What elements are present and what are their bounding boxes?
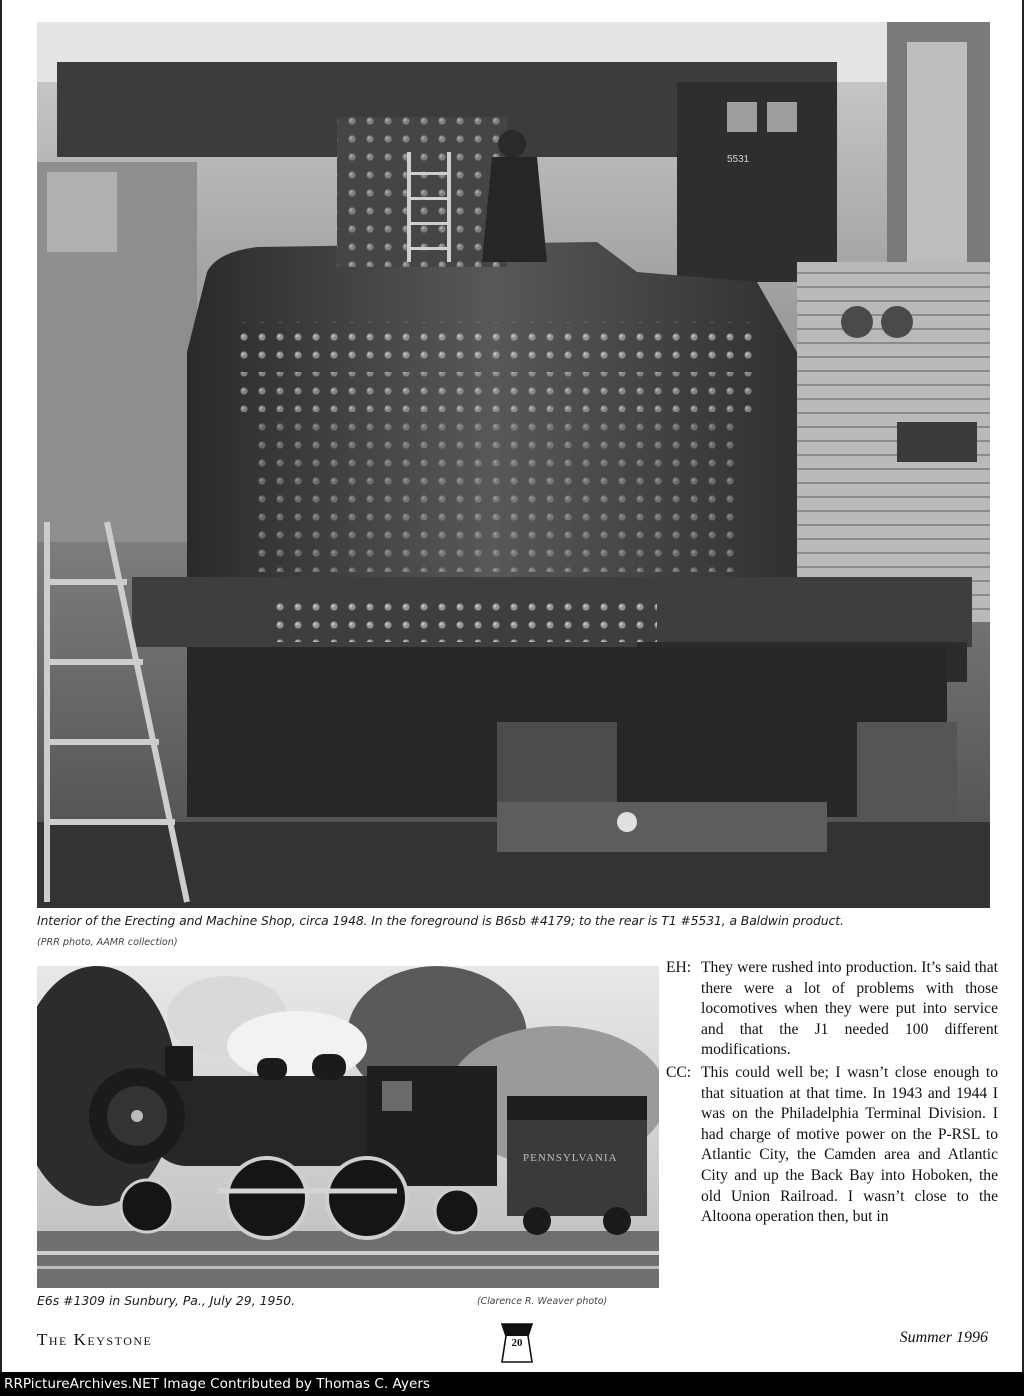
interview-paragraph [666,1063,998,1228]
interview-paragraph [666,958,998,1061]
speaker-label: EH: [666,959,692,976]
erecting-shop-photo [37,22,990,908]
publication-name: The Keystone [37,1330,153,1349]
train-photo-caption: E6s #1309 in Sunbury, Pa., July 29, 1950. [37,1293,296,1308]
issue-date: Summer 1996 [899,1329,988,1346]
main-photo-caption: Interior of the Erecting and Machine Shop, circa 1948. In the foreground is B6sb #4179; to the rear is T1 #5531, a Baldwin product. [37,913,844,928]
speaker-label: CC: [666,1063,692,1081]
image-credit-bar: RRPictureArchives.NET Image Contributed by Thomas C. Ayers [0,1372,1024,1396]
interview-text-column [666,958,998,1230]
main-photo-credit: (PRR photo, AAMR collection) [37,937,178,948]
rear-cab-number: 5531 [727,154,750,165]
erecting-shop-illustration [37,22,990,908]
e6s-locomotive-photo [37,966,659,1288]
tender-lettering: PENNSYLVANIA [523,1152,618,1164]
page-number: 20 [511,1337,523,1349]
train-photo-credit: (Clarence R. Weaver photo) [477,1296,608,1307]
locomotive-illustration [37,966,659,1288]
paragraph-text: They were rushed into production. It’s said that there were a lot of problems with those locomotives when they were put into service and that the J1 needed 100 different modifications. [701,959,998,1059]
paragraph-text: This could well be; I wasn’t close enough to that situation at that time. In 1943 and 1944 I was on the Philadelphia Terminal Division. I had charge of motive power on the P-RSL to Atlantic City, the Camden area and Atlantic City and up the Back Bay into Hoboken, the old Union Railroad. I wasn’t close to the Altoona operation then, but in [701,1063,998,1226]
